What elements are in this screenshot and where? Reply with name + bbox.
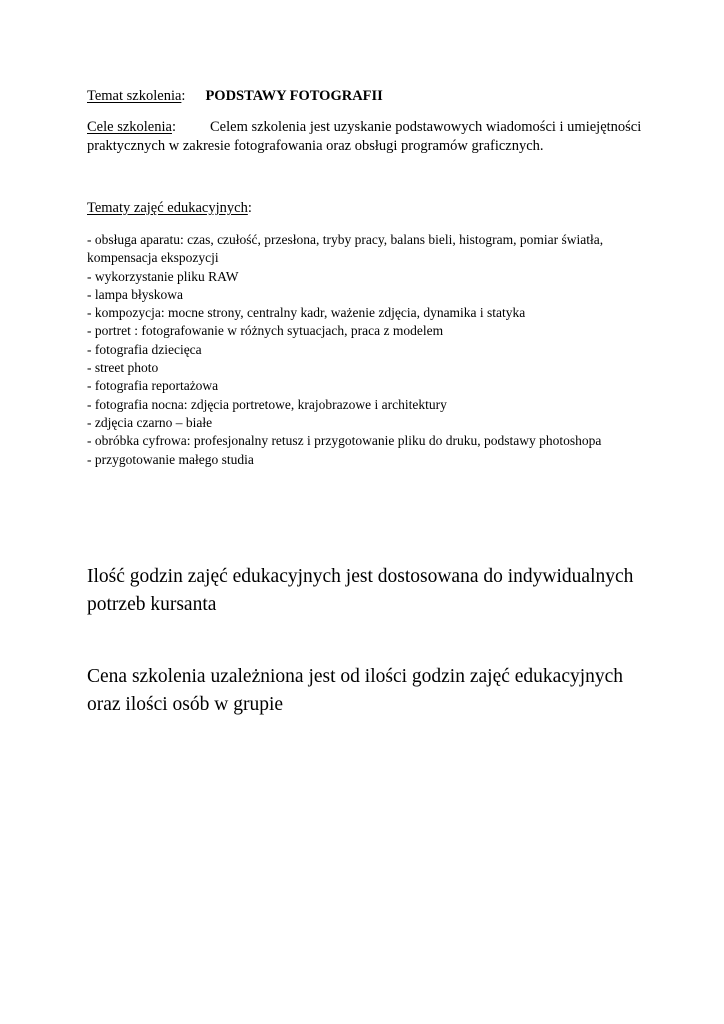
price-note: Cena szkolenia uzależniona jest od ilości godzin zajęć edukacyjnych oraz ilości osób w grupie	[87, 666, 624, 715]
list-item: - wykorzystanie pliku RAW	[87, 268, 239, 284]
list-item: - przygotowanie małego studia	[87, 451, 254, 467]
subjects-heading-label: Tematy zajęć edukacyjnych	[87, 200, 248, 216]
list-item: - obsługa aparatu: czas, czułość, przesłona, tryby pracy, balans bieli, histogram, pomiar światła, kompensacja ekspozycji	[87, 232, 604, 266]
topic-separator: :	[181, 88, 186, 104]
list-item: - kompozycja: mocne strony, centralny kadr, ważenie zdjęcia, dynamika i statyka	[87, 305, 526, 321]
list-item: - portret : fotografowanie w różnych sytuacjach, praca z modelem	[87, 323, 444, 339]
list-item: - zdjęcia czarno – białe	[87, 414, 213, 430]
topic-label: Temat szkolenia	[87, 88, 182, 104]
subjects-heading	[87, 199, 252, 217]
topic-value: PODSTAWY FOTOGRAFII	[205, 88, 383, 104]
list-item: - fotografia reportażowa	[87, 378, 219, 394]
subjects-heading-separator: :	[247, 200, 252, 216]
training-topic	[87, 87, 383, 105]
list-item: - street photo	[87, 360, 159, 376]
subjects-list	[87, 231, 637, 469]
goals-label: Cele szkolenia	[87, 119, 172, 135]
goals-text: Celem szkolenia jest uzyskanie podstawowych wiadomości i umiejętności praktycznych w zakresie fotografowania oraz obsługi programów graficznych.	[87, 119, 642, 154]
list-item: - fotografia nocna: zdjęcia portretowe, krajobrazowe i architektury	[87, 396, 447, 412]
list-item: - lampa błyskowa	[87, 286, 183, 302]
list-item: - fotografia dziecięca	[87, 341, 202, 357]
goals-separator: :	[171, 119, 176, 135]
list-item: - obróbka cyfrowa: profesjonalny retusz i przygotowanie pliku do druku, podstawy photoshopa	[87, 433, 602, 449]
training-goals	[87, 118, 647, 156]
hours-note: Ilość godzin zajęć edukacyjnych jest dostosowana do indywidualnych potrzeb kursanta	[87, 566, 634, 615]
